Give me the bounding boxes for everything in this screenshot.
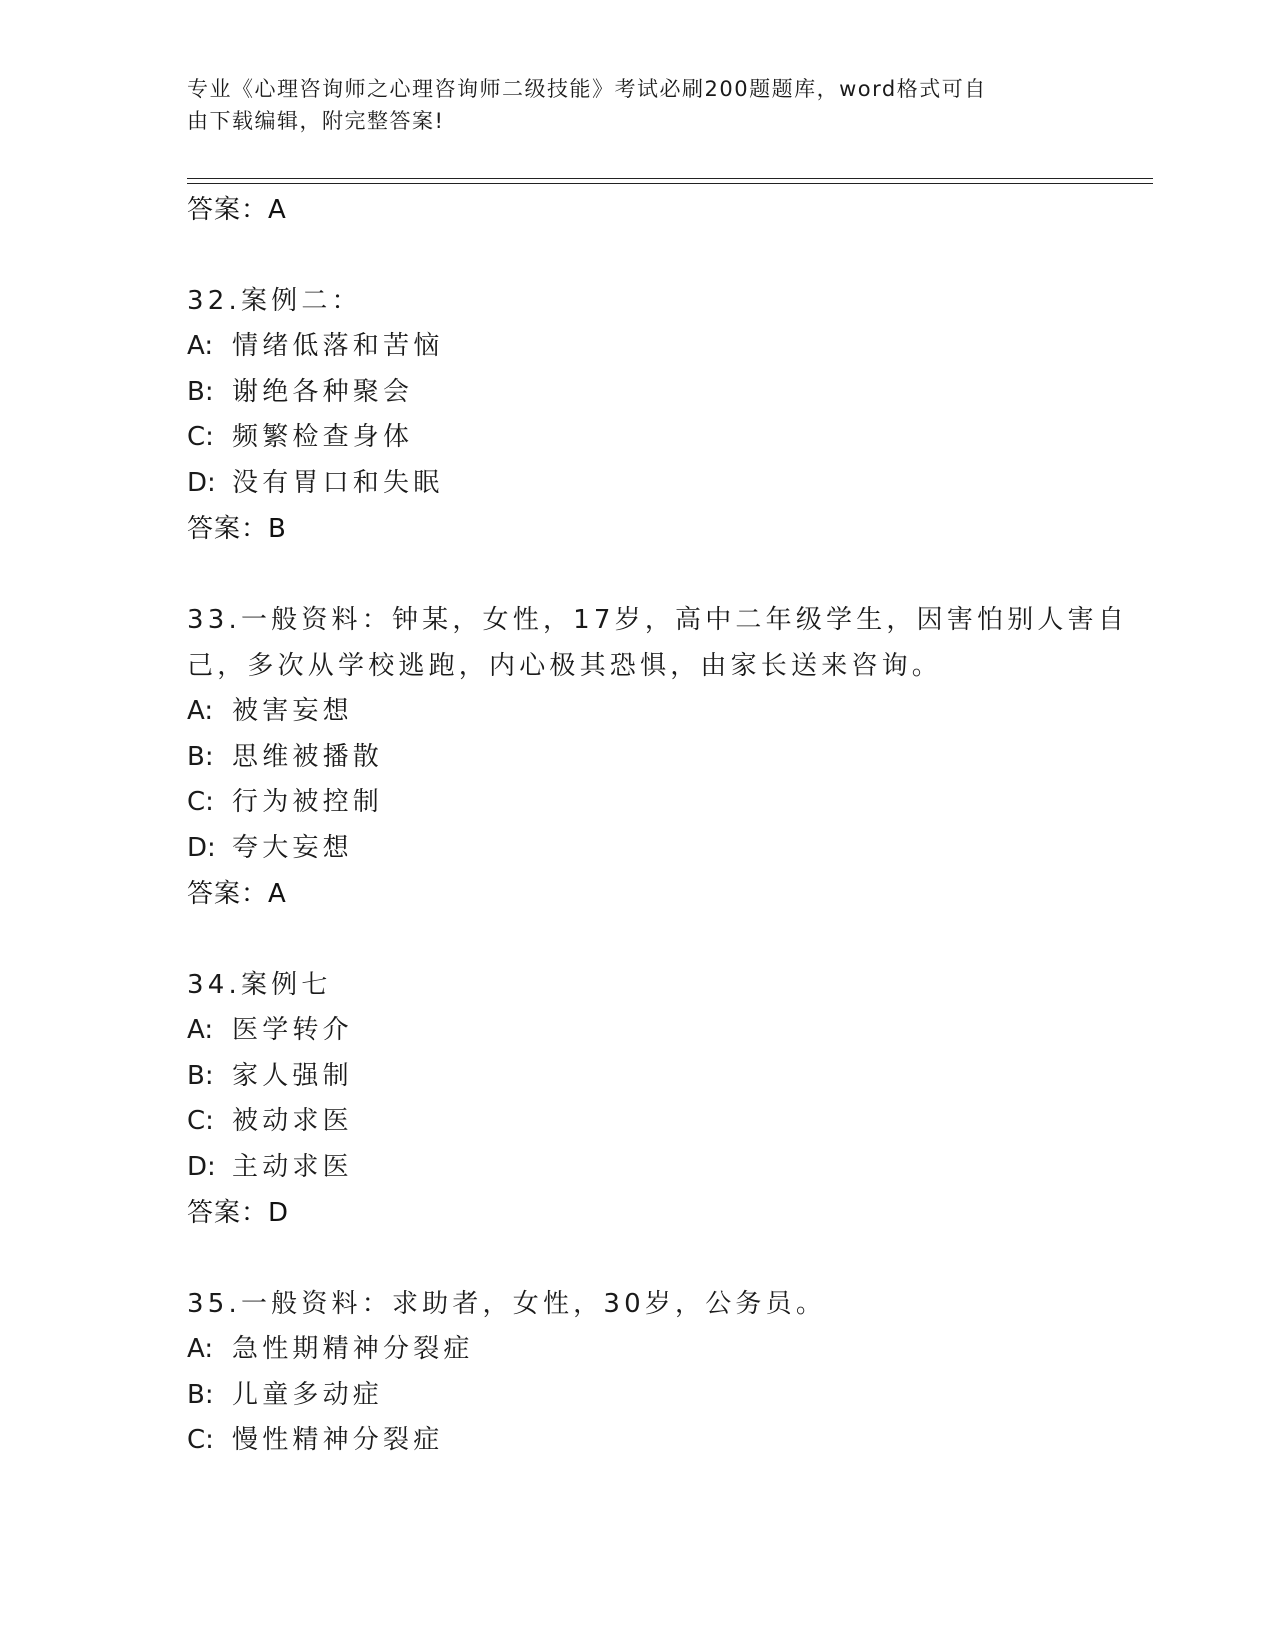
option-text: 家人强制 bbox=[232, 1060, 353, 1091]
option-text: 情绪低落和苦恼 bbox=[232, 331, 444, 361]
header-line-2: 由下载编辑，附完整答案! bbox=[187, 109, 445, 133]
option-text: 行为被控制 bbox=[232, 787, 384, 817]
option-b bbox=[187, 1373, 1147, 1419]
question-33 bbox=[187, 597, 1147, 917]
question-title: 32.案例二： bbox=[187, 286, 362, 316]
option-letter: D: bbox=[187, 832, 216, 863]
option-text: 被害妄想 bbox=[232, 696, 353, 726]
option-text: 没有胃口和失眠 bbox=[232, 467, 444, 498]
header-line-1: 专业《心理咨询师之心理咨询师二级技能》考试必刷200题题库，word格式可自 bbox=[187, 77, 987, 101]
option-a bbox=[187, 324, 1147, 370]
option-d bbox=[187, 461, 1147, 507]
option-d bbox=[187, 826, 1147, 872]
option-c bbox=[187, 1099, 1147, 1145]
answer-32: 答案：B bbox=[187, 514, 287, 544]
option-letter: C: bbox=[187, 1425, 214, 1455]
question-title-line-1: 33.一般资料：钟某，女性，17岁，高中二年级学生，因害怕别人害自 bbox=[187, 605, 1129, 635]
option-letter: B: bbox=[187, 1379, 214, 1410]
option-b bbox=[187, 735, 1147, 781]
option-letter: A: bbox=[187, 331, 214, 361]
option-text: 主动求医 bbox=[232, 1151, 353, 1182]
question-title: 35.一般资料：求助者，女性，30岁，公务员。 bbox=[187, 1289, 827, 1319]
option-text: 夸大妄想 bbox=[232, 832, 353, 863]
document-header bbox=[187, 73, 1067, 137]
option-letter: B: bbox=[187, 1060, 214, 1091]
option-text: 被动求医 bbox=[232, 1106, 353, 1136]
answer-33: 答案：A bbox=[187, 879, 287, 909]
answer-31: 答案：A bbox=[187, 195, 287, 225]
option-c bbox=[187, 415, 1147, 461]
option-c bbox=[187, 780, 1147, 826]
option-text: 谢绝各种聚会 bbox=[232, 376, 414, 407]
question-list bbox=[187, 187, 1147, 1464]
option-text: 慢性精神分裂症 bbox=[232, 1425, 444, 1455]
option-text: 医学转介 bbox=[232, 1015, 353, 1045]
option-letter: A: bbox=[187, 1334, 214, 1364]
option-letter: C: bbox=[187, 422, 214, 452]
option-a bbox=[187, 1327, 1147, 1373]
question-35 bbox=[187, 1281, 1147, 1464]
option-d bbox=[187, 1145, 1147, 1191]
answer-34: 答案：D bbox=[187, 1198, 290, 1228]
question-34 bbox=[187, 962, 1147, 1236]
question-title-line-2: 己，多次从学校逃跑，内心极其恐惧，由家长送来咨询。 bbox=[187, 651, 943, 681]
option-letter: C: bbox=[187, 1106, 214, 1136]
option-letter: B: bbox=[187, 741, 214, 772]
question-title: 34.案例七 bbox=[187, 970, 332, 1000]
option-letter: C: bbox=[187, 787, 214, 817]
option-letter: D: bbox=[187, 1151, 216, 1182]
header-rule-top bbox=[187, 178, 1153, 179]
option-text: 频繁检查身体 bbox=[232, 422, 414, 452]
option-letter: B: bbox=[187, 376, 214, 407]
option-a bbox=[187, 689, 1147, 735]
question-32 bbox=[187, 278, 1147, 552]
option-letter: A: bbox=[187, 696, 214, 726]
option-a bbox=[187, 1008, 1147, 1054]
header-rule-bottom bbox=[187, 183, 1153, 184]
option-text: 思维被播散 bbox=[232, 741, 384, 772]
option-letter: D: bbox=[187, 467, 216, 498]
option-b bbox=[187, 1054, 1147, 1100]
option-b bbox=[187, 370, 1147, 416]
option-letter: A: bbox=[187, 1015, 214, 1045]
option-c bbox=[187, 1418, 1147, 1464]
option-text: 急性期精神分裂症 bbox=[232, 1334, 474, 1364]
option-text: 儿童多动症 bbox=[232, 1379, 384, 1410]
